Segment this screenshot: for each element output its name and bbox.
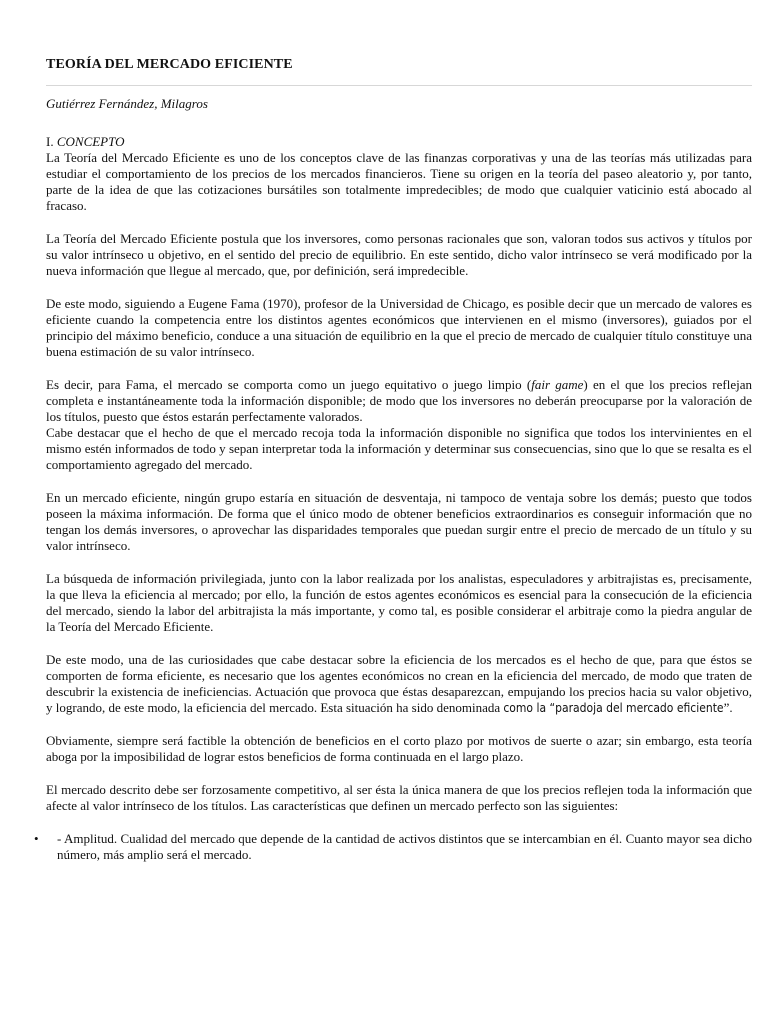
paragraph-4: En un mercado eficiente, ningún grupo estaría en situación de desventaja, ni tampoco de ventaja sobre los demás; puesto que todos poseen la máxima información. De forma que el único modo de obtener beneficios extraordinarios es conseguir información que no tengan los demás inversores, o aprovechar las disparidades temporales que puedan surgir entre el precio de mercado de un título y su valor intrínseco. [46,490,752,553]
fama-paragraph-before: Es decir, para Fama, el mercado se comporta como un juego equitativo o juego limpio ( [46,377,532,392]
fama-paragraph-after: ) en el que los precios reflejan completa e instantáneamente toda la información disponible; de modo que los inversores no deberán preocuparse por la valoración de los títulos, puesto que éstos estarán perfectamente valorados. [46,377,752,424]
document-page [34,56,752,863]
list-item-text: - Amplitud. Cualidad del mercado que depende de la cantidad de activos distintos que se intercambian en él. Cuanto mayor sea dicho número, más amplio será el mercado. [57,831,752,862]
title-divider [46,85,752,86]
paragraph-fama [46,377,752,425]
paragraph-3: De este modo, siguiendo a Eugene Fama (1970), profesor de la Universidad de Chicago, es posible decir que un mercado de valores es eficiente cuando la competencia entre los distintos agentes económicos que intervienen en el mismo (inversores), guiados por el principio del máximo beneficio, conduce a una situación de equilibrio en la que el precio de mercado de cualquier título constituye una buena estimación de su valor intrínseco. [46,296,752,359]
paradox-closing-text: ”. [723,700,733,715]
document-author: Gutiérrez Fernández, Milagros [46,96,208,111]
section-label: CONCEPTO [56,134,125,149]
list-item [34,831,752,863]
paragraph-6: Obviamente, siempre será factible la obtención de beneficios en el corto plazo por motivos de suerte o azar; sin embargo, esta teoría aboga por la imposibilidad de lograr estos beneficios de forma continuada en el largo plazo. [46,733,752,764]
bullet-icon: • [34,831,39,846]
paragraph-5: La búsqueda de información privilegiada, junto con la labor realizada por los analistas, especuladores y arbitrajistas es, precisamente, la que lleva la eficiencia al mercado; por ello, la función de estos agentes económicos es esencial para la consecución de la eficiencia del mercado, siendo la labor del arbitrajista la más importante, y como tal, es posible considerar el arbitraje como la piedra angular de la Teoría del Mercado Eficiente. [46,571,752,634]
characteristics-list [34,831,752,863]
document-title: TEORÍA DEL MERCADO EFICIENTE [46,57,293,72]
paragraph-7: El mercado descrito debe ser forzosamente competitivo, al ser ésta la única manera de que los precios reflejen toda la información que afecte al valor intrínseco de los títulos. Las características que definen un mercado perfecto son las siguientes: [46,782,752,813]
section-number: I. [46,134,54,149]
paragraph-1: La Teoría del Mercado Eficiente es uno de los conceptos clave de las finanzas corporativas y una de las teorías más utilizadas para estudiar el comportamiento de los precios de los mercados financieros. Tiene su origen en la teoría del paseo aleatorio y, por tanto, parte de la idea de que las cotizaciones bursátiles son totalmente impredecibles; de modo que cualquier vaticinio está abocado al fracaso. [46,150,752,213]
paradox-alt-font-text: como la “paradoja del mercado eficiente [503,701,724,715]
fair-game-emphasis: fair game [531,377,584,392]
section-heading [46,134,752,150]
paragraph-fama-continuation: Cabe destacar que el hecho de que el mercado recoja toda la información disponible no significa que todos los intervinientes en el mismo estén informados de todo y sepan interpretar toda la información y determinar sus consecuencias, sino que lo que se resalta es el comportamiento agregado del mercado. [46,425,752,472]
paradox-main-text: De este modo, una de las curiosidades que cabe destacar sobre la eficiencia de los mercados es el hecho de que, para que éstos se comporten de forma eficiente, es necesario que los agentes económicos no crean en la eficiencia del mercado, de modo que traten de descubrir la existencia de ineficiencias. Actuación que provoca que éstas desaparezcan, empujando los precios hacia su valor objetivo, y logrando, de este modo, la eficiencia del mercado. Esta situación ha sido denominada [46,652,752,715]
paragraph-paradox [46,652,752,716]
paragraph-2: La Teoría del Mercado Eficiente postula que los inversores, como personas racionales que son, valoran todos sus activos y títulos por su valor intrínseco u objetivo, en el sentido del precio de equilibrio. En este sentido, dicho valor intrínseco se verá modificado por la nueva información que llegue al mercado, que, por definición, será impredecible. [46,231,752,278]
